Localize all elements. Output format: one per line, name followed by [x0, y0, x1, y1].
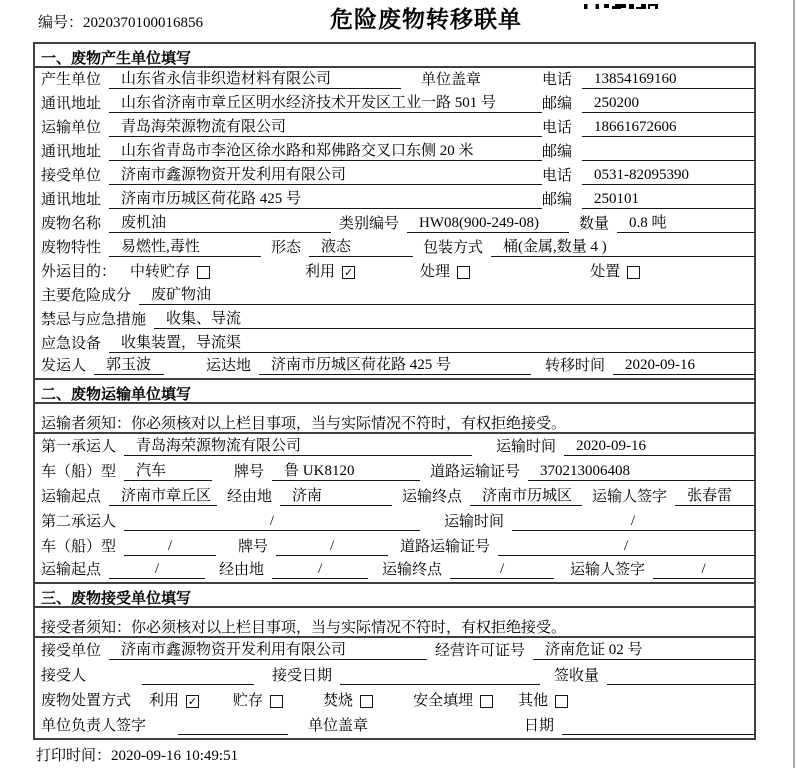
second-plate-number-value: /: [276, 538, 388, 556]
package-value: 桶(金属,数量 4 ): [491, 235, 754, 257]
carrier-sign-label: 运输人签字: [570, 562, 646, 578]
doc-number: [38, 11, 203, 32]
first-carrier-label: 第一承运人: [41, 439, 117, 455]
hazard-component-row: [35, 284, 754, 308]
option-label: 处置: [590, 264, 621, 280]
section2-title: 二、废物运输单位填写: [35, 380, 754, 404]
purpose-option-transfer-storage: [130, 260, 210, 281]
first-terminus-value: 济南市历城区: [470, 484, 582, 506]
phone-label: 电话: [542, 72, 573, 88]
first-road-permit-value: 370213006408: [528, 463, 754, 481]
option-label: 安全填埋: [413, 693, 474, 709]
disposal-option-utilize: [149, 689, 199, 710]
first-plate-number-value: 鲁 UK8120: [272, 459, 420, 481]
purpose-option-treat: [420, 260, 470, 281]
second-carrier-sign-value: /: [653, 561, 754, 579]
qr-code-fragment-icon: [584, 0, 658, 9]
second-carrier-label: 第二承运人: [41, 514, 117, 530]
disposal-method-row: [35, 688, 754, 713]
manager-sign-label: 单位负责人签字: [41, 718, 147, 734]
doc-number-label: 编号：: [38, 15, 84, 31]
receiver-phone-value: 0531-82095390: [582, 167, 754, 185]
receiver-phone-field: [542, 164, 754, 185]
checkbox-unchecked: [457, 266, 470, 279]
receiving-unit-label: 接受单位: [41, 643, 102, 659]
vehicle-type-label: 车（船）型: [41, 464, 117, 480]
disposal-option-other: [518, 689, 568, 710]
receiving-unit-row: [35, 638, 754, 663]
purpose-option-dispose: [590, 260, 640, 281]
transporter-phone-field: [542, 116, 754, 137]
transporter-address-value: 山东省青岛市李沧区徐水路和郑佛路交叉口东侧 20 米: [109, 139, 542, 161]
terminus-label: 运输终点: [382, 562, 443, 578]
first-origin-value: 济南市章丘区: [109, 484, 217, 506]
destination-label: 运达地: [206, 358, 252, 374]
waste-trait-row: [35, 236, 754, 260]
manager-sign-value: [178, 717, 288, 735]
destination-value: 济南市历城区荷花路 425 号: [259, 353, 531, 375]
checkbox-unchecked: [627, 266, 640, 279]
shipper-row: [35, 356, 754, 380]
category-code-value: HW08(900-249-08): [407, 215, 569, 233]
license-value: 济南危证 02 号: [533, 638, 754, 660]
form-value: 液态: [309, 235, 413, 257]
manifest-form-table: [33, 42, 756, 740]
producer-zip-value: 250200: [582, 95, 754, 113]
taboo-measures-label: 禁忌与应急措施: [41, 312, 147, 328]
first-carrier-value: 青岛海荣源物流有限公司: [124, 434, 472, 456]
second-origin-value: /: [109, 561, 205, 579]
purpose-option-utilize: [305, 260, 355, 281]
waste-trait-value: 易燃性,毒性: [109, 235, 261, 257]
second-vehicle-type-value: /: [124, 538, 216, 556]
transporter-unit-label: 运输单位: [41, 120, 102, 136]
second-via-value: /: [272, 561, 368, 579]
producer-unit-row: [35, 68, 754, 92]
second-road-permit-value: /: [498, 538, 754, 556]
phone-label: 电话: [542, 168, 573, 184]
producer-unit-label: 产生单位: [41, 72, 102, 88]
emergency-equipment-value: 收集装置，导流渠: [109, 331, 754, 353]
transfer-time-value: 2020-09-16: [613, 357, 754, 375]
receiver-zip-field: [542, 188, 754, 209]
checkbox-unchecked: [197, 266, 210, 279]
address-label: 通讯地址: [41, 144, 102, 160]
terminus-label: 运输终点: [402, 489, 463, 505]
second-carrier-value: /: [124, 513, 420, 531]
shipper-label: 发运人: [41, 358, 87, 374]
first-vehicle-row: [35, 459, 754, 484]
first-via-value: 济南: [280, 484, 392, 506]
manager-signature-row: [35, 713, 754, 738]
first-route-row: [35, 484, 754, 509]
checkbox-checked: [186, 695, 199, 708]
disposal-option-incinerate: [323, 689, 373, 710]
receiving-unit-value: 济南市鑫源物资开发利用有限公司: [109, 638, 427, 660]
page-edge-divider: [793, 0, 795, 768]
plate-number-label: 牌号: [238, 539, 269, 555]
receive-date-value: [340, 667, 540, 685]
transporter-address-row: [35, 140, 754, 164]
second-carrier-time-value: /: [512, 513, 754, 531]
doc-number-value: 2020370100016856: [83, 15, 204, 31]
origin-label: 运输起点: [41, 489, 102, 505]
hazard-component-label: 主要危险成分: [41, 288, 132, 304]
zip-label: 邮编: [542, 144, 573, 160]
receiver-person-value: [142, 667, 254, 685]
first-carrier-row: [35, 434, 754, 459]
transporter-unit-value: 青岛海荣源物流有限公司: [109, 115, 542, 137]
option-label: 贮存: [233, 693, 264, 709]
taboo-measures-value: 收集、导流: [154, 307, 754, 329]
option-label: 处理: [420, 264, 451, 280]
via-label: 经由地: [227, 489, 273, 505]
receive-date-label: 接受日期: [272, 668, 333, 684]
via-label: 经由地: [219, 562, 265, 578]
road-permit-label: 道路运输证号: [400, 539, 491, 555]
check-mark-icon: ✓: [343, 266, 354, 279]
transport-time-label: 运输时间: [444, 514, 505, 530]
checkbox-unchecked: [555, 695, 568, 708]
first-carrier-time-value: 2020-09-16: [564, 438, 754, 456]
waste-name-value: 废机油: [109, 211, 331, 233]
sign-date-label: 日期: [524, 718, 555, 734]
shipper-value: 郭玉波: [94, 353, 164, 375]
plate-number-label: 牌号: [234, 464, 265, 480]
transfer-time-label: 转移时间: [545, 358, 606, 374]
unit-seal-label: 单位盖章: [308, 718, 369, 734]
transfer-purpose-label: 外运目的：: [41, 264, 117, 280]
disposal-option-store: [233, 689, 283, 710]
second-carrier-row: [35, 509, 754, 534]
hazard-component-value: 废矿物油: [139, 283, 754, 305]
address-label: 通讯地址: [41, 192, 102, 208]
page-title: 危险废物转移联单: [330, 6, 522, 32]
section1-title: 一、废物产生单位填写: [35, 44, 754, 68]
road-permit-label: 道路运输证号: [430, 464, 521, 480]
receiver-person-label: 接受人: [41, 668, 87, 684]
transfer-purpose-row: [35, 260, 754, 284]
zip-label: 邮编: [542, 192, 573, 208]
transporter-zip-value: [582, 143, 754, 161]
checkbox-unchecked: [270, 695, 283, 708]
receiver-address-value: 济南市历城区荷花路 425 号: [109, 187, 542, 209]
unit-seal-label: 单位盖章: [421, 72, 482, 88]
waste-name-label: 废物名称: [41, 216, 102, 232]
print-time-value: 2020-09-16 10:49:51: [111, 748, 239, 764]
producer-phone-value: 13854169160: [582, 71, 754, 89]
checkbox-unchecked: [360, 695, 373, 708]
phone-label: 电话: [542, 120, 573, 136]
received-amount-value: [607, 667, 754, 685]
transporter-phone-value: 18661672606: [582, 119, 754, 137]
transporter-unit-row: [35, 116, 754, 140]
disposal-method-label: 废物处置方式: [41, 693, 132, 709]
first-vehicle-type-value: 汽车: [124, 459, 212, 481]
section3-title: 三、废物接受单位填写: [35, 584, 754, 608]
quantity-value: 0.8 吨: [617, 211, 754, 233]
receiver-unit-label: 接受单位: [41, 168, 102, 184]
quantity-label: 数量: [579, 216, 610, 232]
carrier-sign-label: 运输人签字: [592, 489, 668, 505]
second-route-row: [35, 559, 754, 584]
producer-address-row: [35, 92, 754, 116]
receiver-unit-value: 济南市鑫源物资开发利用有限公司: [109, 163, 542, 185]
receiver-notice: 接受者须知：你必须核对以上栏目事项，当与实际情况不符时，有权拒绝接受。: [35, 608, 754, 638]
transporter-zip-field: [542, 140, 754, 161]
receiving-person-row: [35, 663, 754, 688]
producer-phone-field: [542, 68, 754, 89]
transport-time-label: 运输时间: [496, 439, 557, 455]
origin-label: 运输起点: [41, 562, 102, 578]
checkbox-checked: [342, 266, 355, 279]
taboo-measures-row: [35, 308, 754, 332]
waste-trait-label: 废物特性: [41, 240, 102, 256]
sign-date-value: [562, 717, 754, 735]
producer-address-value: 山东省济南市章丘区明水经济技术开发区工业一路 501 号: [109, 91, 542, 113]
print-time-label: 打印时间：: [36, 748, 112, 764]
disposal-option-landfill: [413, 689, 493, 710]
option-label: 其他: [518, 693, 549, 709]
checkbox-unchecked: [480, 695, 493, 708]
check-mark-icon: ✓: [187, 695, 198, 708]
receiver-unit-row: [35, 164, 754, 188]
waste-name-row: [35, 212, 754, 236]
first-carrier-sign-value: 张春雷: [675, 484, 754, 506]
package-label: 包装方式: [423, 240, 484, 256]
option-label: 利用: [305, 264, 336, 280]
zip-label: 邮编: [542, 96, 573, 112]
transporter-notice: 运输者须知：你必须核对以上栏目事项，当与实际情况不符时，有权拒绝接受。: [35, 404, 754, 434]
option-label: 焚烧: [323, 693, 354, 709]
receiver-address-row: [35, 188, 754, 212]
license-label: 经营许可证号: [435, 643, 526, 659]
address-label: 通讯地址: [41, 96, 102, 112]
print-time: [36, 744, 238, 765]
option-label: 中转贮存: [130, 264, 191, 280]
vehicle-type-label: 车（船）型: [41, 539, 117, 555]
form-label: 形态: [271, 240, 302, 256]
category-code-label: 类别编号: [339, 216, 400, 232]
emergency-equipment-label: 应急设备: [41, 336, 102, 352]
producer-zip-field: [542, 92, 754, 113]
option-label: 利用: [149, 693, 180, 709]
producer-unit-value: 山东省永信非织造材料有限公司: [109, 67, 401, 89]
receiver-zip-value: 250101: [582, 191, 754, 209]
received-amount-label: 签收量: [554, 668, 600, 684]
second-terminus-value: /: [450, 561, 554, 579]
second-vehicle-row: [35, 534, 754, 559]
